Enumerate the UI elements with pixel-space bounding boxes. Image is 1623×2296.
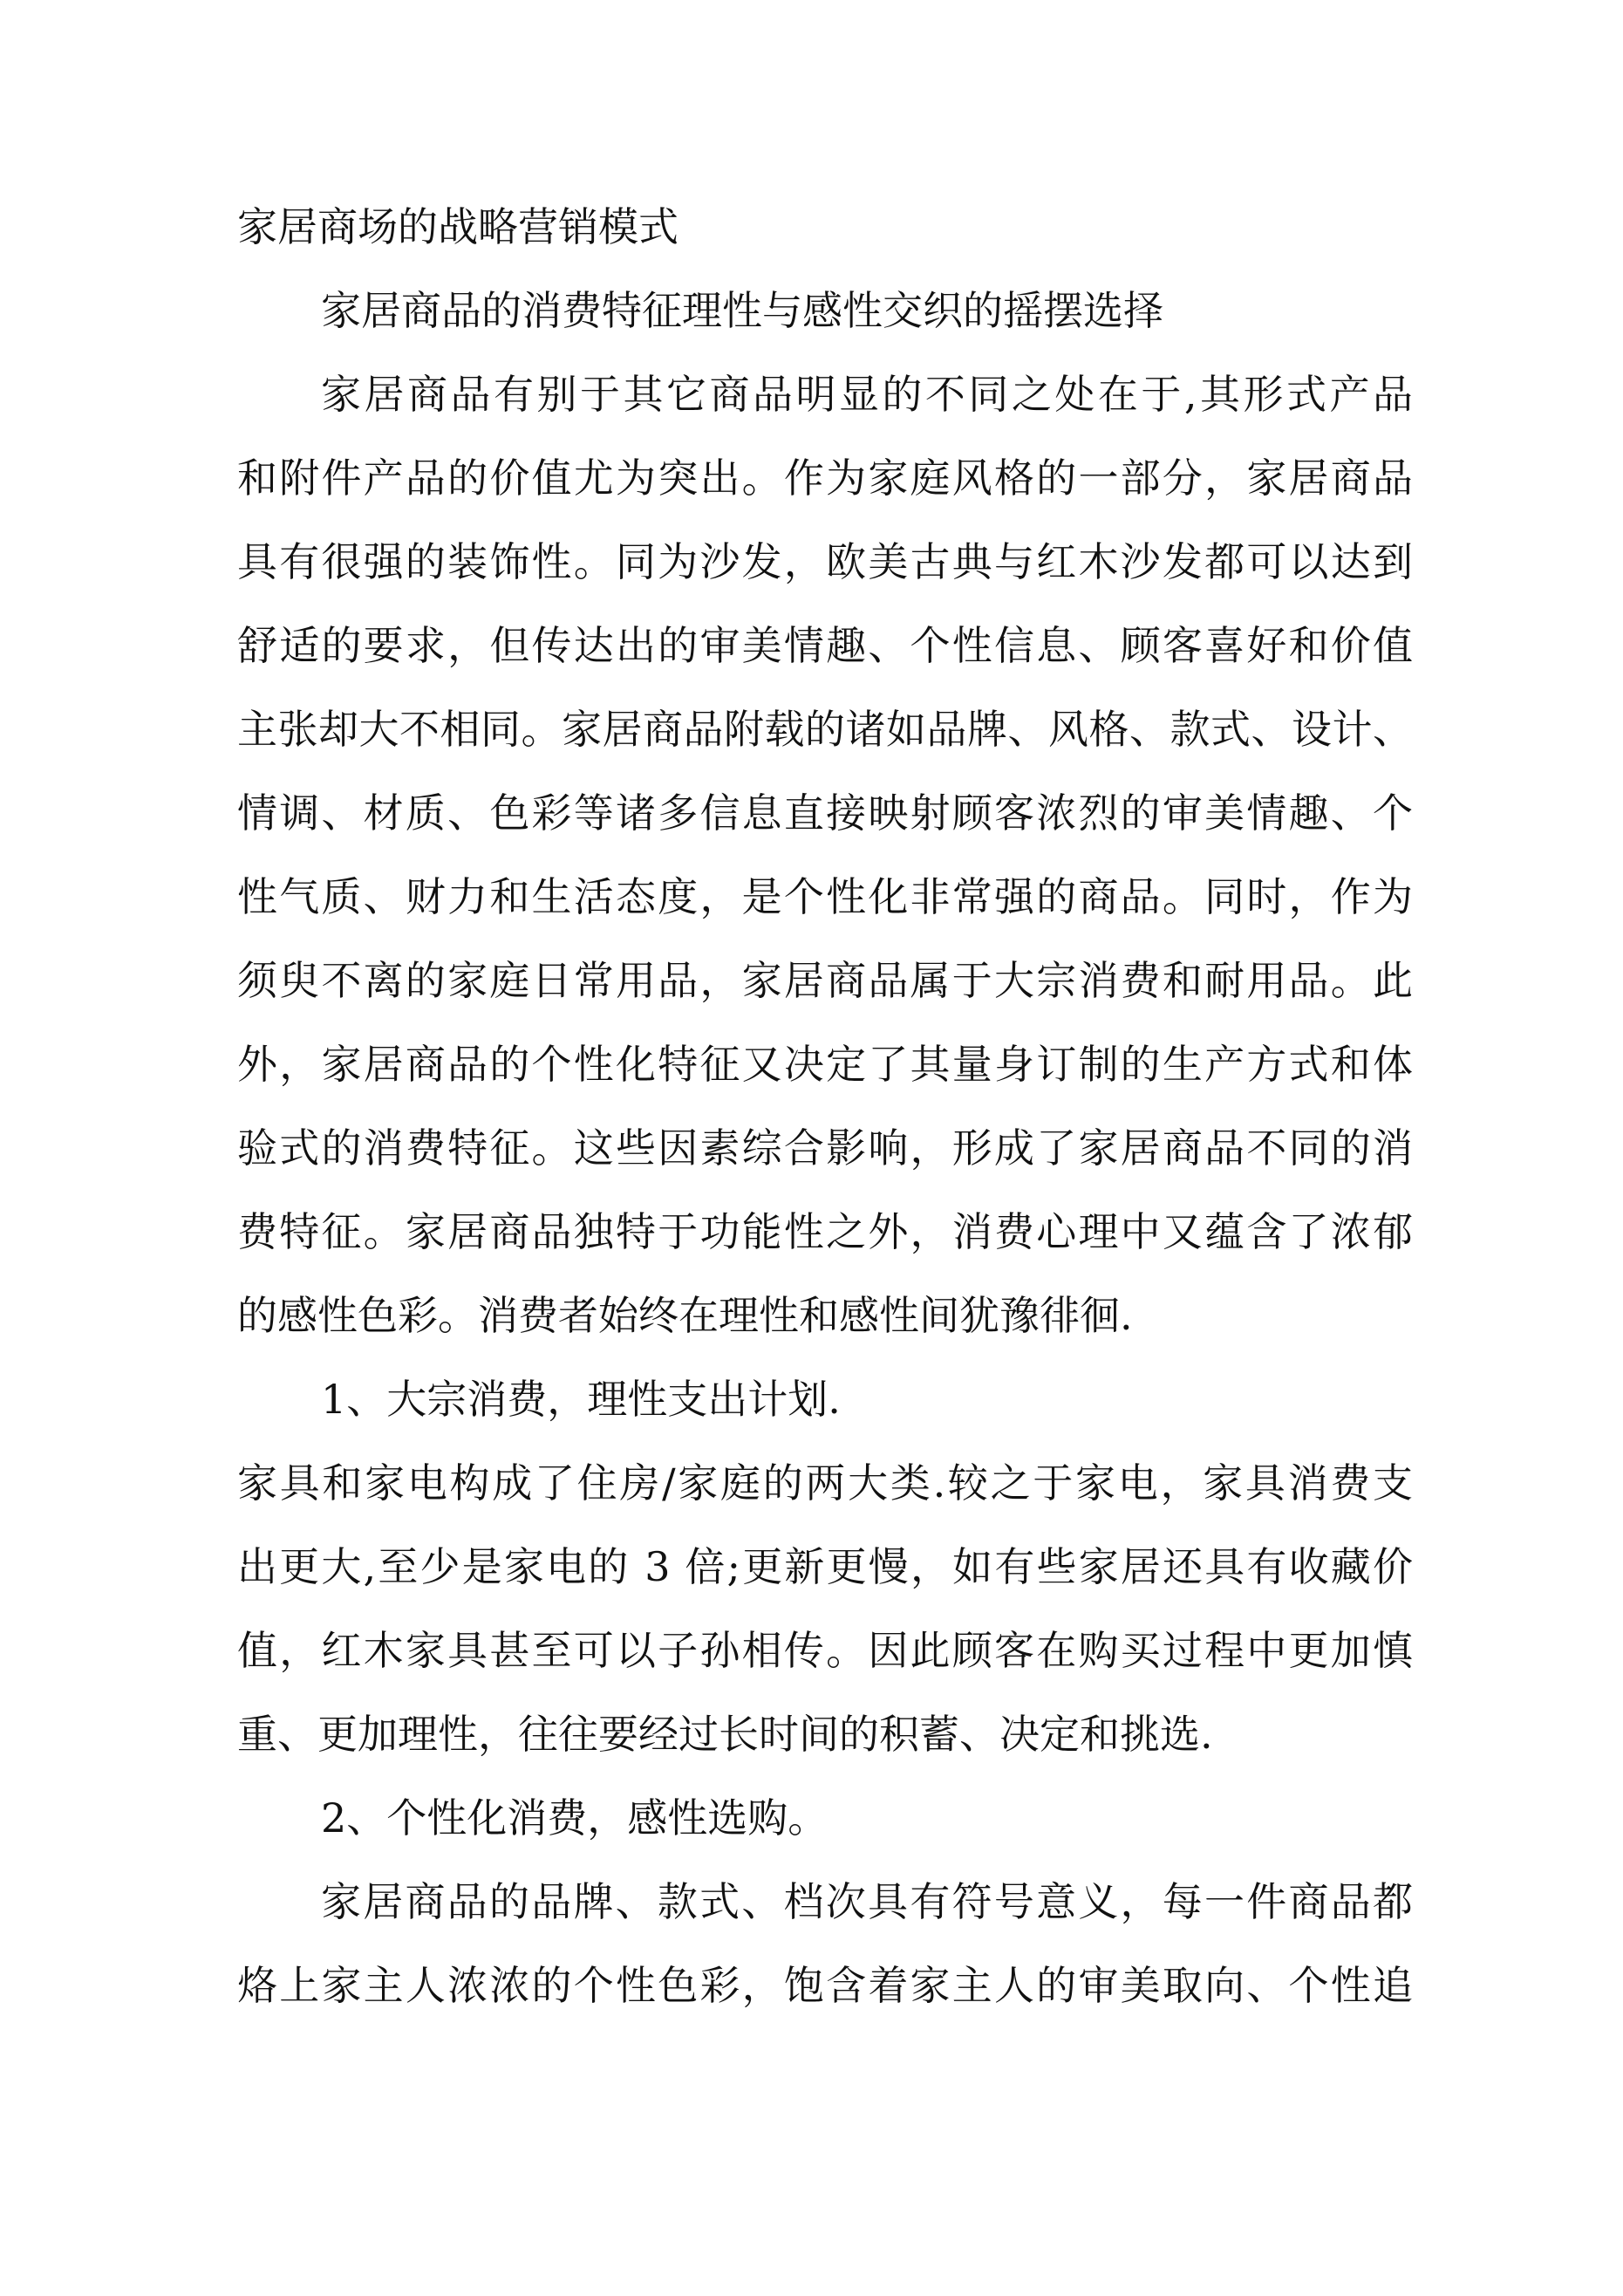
paragraph-line: 烙上家主人浓浓的个性色彩，饱含着家主人的审美取向、个性追 (237, 1962, 1413, 2009)
paragraph-line: 外，家居商品的个性化特征又决定了其量身订制的生产方式和体 (237, 1041, 1413, 1088)
section-heading-consumption-features: 家居商品的消费特征理性与感性交织的摇摆选择 (321, 287, 1163, 334)
paragraph-3 (237, 1860, 1413, 2027)
document-body (237, 185, 1413, 2027)
paragraph-line: 家居商品有别于其它商品明显的不同之处在于,其形式产品 (321, 371, 1413, 418)
document-title: 家居商场的战略营销模式 (237, 203, 679, 250)
paragraph-line: 的感性色彩。消费者始终在理性和感性间犹豫徘徊. (237, 1292, 1133, 1339)
paragraph-line: 舒适的要求，但传达出的审美情趣、个性信息、顾客喜好和价值 (237, 622, 1413, 669)
section-heading-1: 1、大宗消费，理性支出计划. (321, 1376, 841, 1423)
paragraph-line: 主张却大不相同。家居商品附载的诸如品牌、风格、款式、设计、 (237, 706, 1413, 753)
paragraph-line: 家居商品的品牌、款式、档次具有符号意义，每一件商品都 (321, 1878, 1413, 1925)
paragraph-line: 性气质、财力和生活态度，是个性化非常强的商品。同时，作为 (237, 873, 1413, 920)
paragraph-line: 具有很强的装饰性。同为沙发，欧美古典与红木沙发都可以达到 (237, 538, 1413, 585)
paragraph-line: 验式的消费特征。这些因素综合影响，形成了家居商品不同的消 (237, 1124, 1413, 1172)
section-heading-2: 2、个性化消费，感性选购。 (321, 1794, 829, 1842)
paragraph-line: 出更大,至少是家电的 3 倍;更新更慢，如有些家居还具有收藏价 (237, 1543, 1413, 1590)
paragraph-line: 须臾不离的家庭日常用品，家居商品属于大宗消费和耐用品。此 (237, 957, 1413, 1004)
paragraph-1 (237, 352, 1413, 1357)
paragraph-line: 情调、材质、色彩等诸多信息直接映射顾客浓烈的审美情趣、个 (237, 789, 1413, 837)
paragraph-line: 家具和家电构成了住房/家庭的两大类.较之于家电，家具消费支 (237, 1459, 1413, 1507)
paragraph-line: 值，红木家具甚至可以子孙相传。因此顾客在购买过程中更加慎 (237, 1627, 1413, 1674)
paragraph-line: 费特征。家居商品独特于功能性之外，消费心理中又蕴含了浓郁 (237, 1208, 1413, 1255)
paragraph-line: 和附件产品的价值尤为突出。作为家庭风格的一部分，家居商品 (237, 454, 1413, 502)
paragraph-2 (237, 1441, 1413, 1776)
paragraph-line: 重、更加理性，往往要经过长时间的积蓄、决定和挑选. (237, 1711, 1213, 1758)
